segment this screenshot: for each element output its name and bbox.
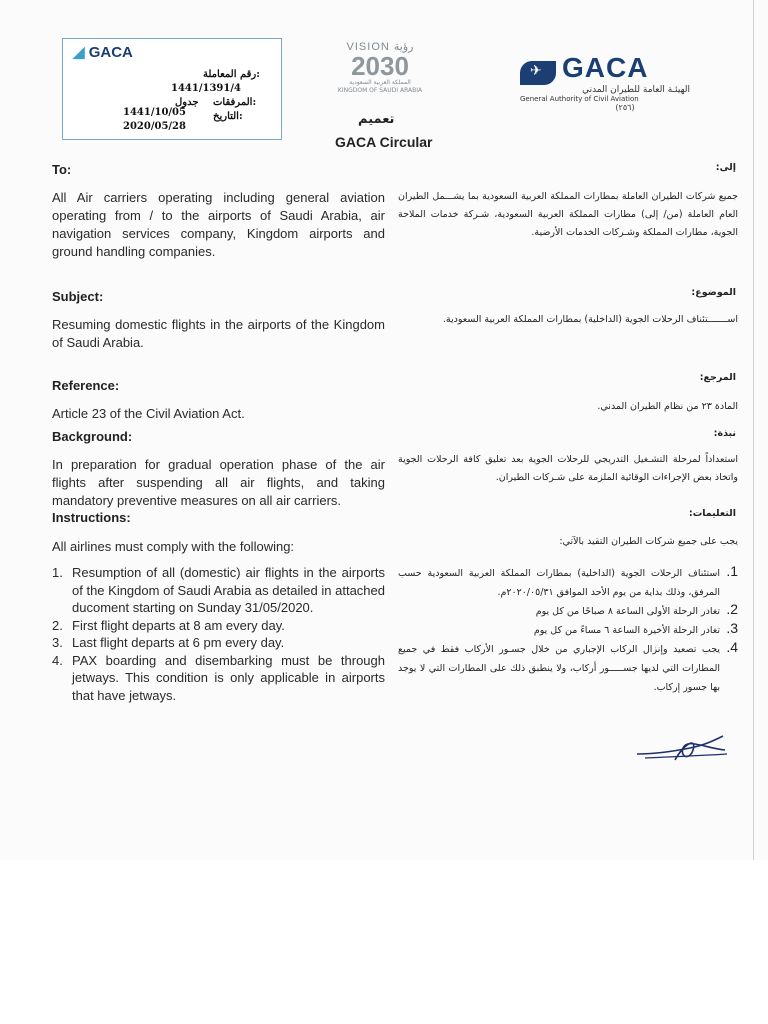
to-text: All Air carriers operating including general aviation operating from / to the airports of Saudi Arabia, air navigation services company, Kingdom airports and ground handling companies. [52, 190, 385, 259]
circular-title-en: GACA Circular [335, 134, 433, 150]
list-item: 3. تغادر الرحلة الأخيرة الساعة ٦ مساءً من كل يوم [533, 620, 738, 636]
list-item: 2. تغادر الرحلة الأولى الساعة ٨ صباحًا من كل يوم [535, 601, 738, 617]
attachments-value: جدول [175, 97, 199, 108]
background-heading: Background: [52, 429, 133, 444]
instructions-list-ar [398, 564, 738, 697]
reference-text: Article 23 of the Civil Aviation Act. [52, 406, 245, 421]
date-gregorian: 2020/05/28 [123, 121, 186, 132]
transaction-stamp [62, 38, 282, 140]
plane-icon [520, 61, 556, 85]
date-hijri: 1441/10/05 [123, 107, 186, 118]
page-edge [753, 0, 754, 860]
blank-area [0, 860, 768, 1024]
reference-heading: Reference: [52, 378, 120, 393]
instructions-intro-ar: يجب على جميع شركات الطيران التقيد بالآتي: [559, 536, 738, 547]
gaca-logo: ✈GACA الهيئـة العامة للطيران المدني General Authority of Civil Aviation (٢٥٦) [520, 52, 690, 112]
list-item: 1. استئناف الرحلات الجوية (الداخلية) بمطارات المملكة العربية السعودية حسب المرفق، وذلك بداية من يوم الأحد الموافق ٢٠٢٠/٠٥/٣١م. [398, 563, 738, 598]
instructions-heading: Instructions: [52, 510, 131, 525]
list-item: 4. يجب تصعيد وإنزال الركاب الإجباري من خلال جسـور الأركاب فقط في جميع المطارات التي لديها جســـــور أركاب، ولا ينطبق ذلك على المطارات التي لا يوجد بها جسور إركاب. [398, 639, 738, 693]
signature [635, 730, 730, 765]
to-heading-ar: إلى: [715, 162, 736, 173]
subject-text: Resuming domestic flights in the airports of the Kingdom of Saudi Arabia. [52, 317, 385, 350]
date-label: التاريخ: [213, 111, 243, 122]
instructions-intro: All airlines must comply with the following: [52, 539, 295, 554]
list-item: 4. PAX boarding and disembarking must be through jetways. This condition is only applicable in airports that have jetways. [52, 652, 385, 703]
to-text-ar: جميع شركات الطيران العاملة بمطارات المملكة العربية السعودية بما يشـــمل الطيران العام العاملة (من/ إلى) مطارات المملكة العربية السعودية، شـركة خدمات الملاحة الجوية، مطارات المملكة وشـركات الخدمات الأرضية. [398, 191, 738, 238]
circular-title-ar: تعميم [358, 112, 395, 127]
subject-text-ar: اســـــــتئناف الرحلات الجوية (الداخلية) بمطارات المملكة العربية السعودية. [442, 314, 738, 325]
reference-text-ar: المادة ٢٣ من نظام الطيران المدني. [597, 401, 738, 412]
attachments-label: المرفقات: [213, 97, 257, 108]
background-text: In preparation for gradual operation phase of the air flights after suspending all air flights, and taking mandatory preventive measures on all air carriers. [52, 457, 385, 508]
background-text-ar: استعداداً لمرحلة التشـغيل التدريجي للرحلات الجوية بعد تعليق كافة الرحلات الجوية واتخاذ بعض الإجراءات الوقائية الملزمة على شـركات الطيران. [398, 454, 738, 483]
list-item: 1. Resumption of all (domestic) air flights in the airports of the Kingdom of Saudi Arabia as detailed in attached ducoment starting on Sunday 31/05/2020. [52, 565, 385, 615]
subject-heading: Subject: [52, 289, 104, 304]
list-item: 2. First flight departs at 8 am every day. [52, 617, 285, 633]
stamp-logo: ◢ GACA [73, 44, 133, 61]
reference-heading-ar: المرجع: [699, 372, 736, 383]
list-item: 3. Last flight departs at 6 pm every day. [52, 635, 285, 650]
instructions-heading-ar: التعليمات: [688, 508, 736, 519]
instructions-list [52, 564, 385, 704]
subject-heading-ar: الموضوع: [691, 287, 736, 298]
transaction-label: رقم المعاملة: [203, 69, 260, 80]
to-heading: To: [52, 162, 72, 177]
vision-2030-logo: VISION رؤية 2030 المملكة العربية السعودية KINGDOM OF SAUDI ARABIA [337, 41, 423, 94]
transaction-number: 1441/1391/4 [171, 83, 241, 94]
background-heading-ar: نبذة: [713, 428, 736, 439]
